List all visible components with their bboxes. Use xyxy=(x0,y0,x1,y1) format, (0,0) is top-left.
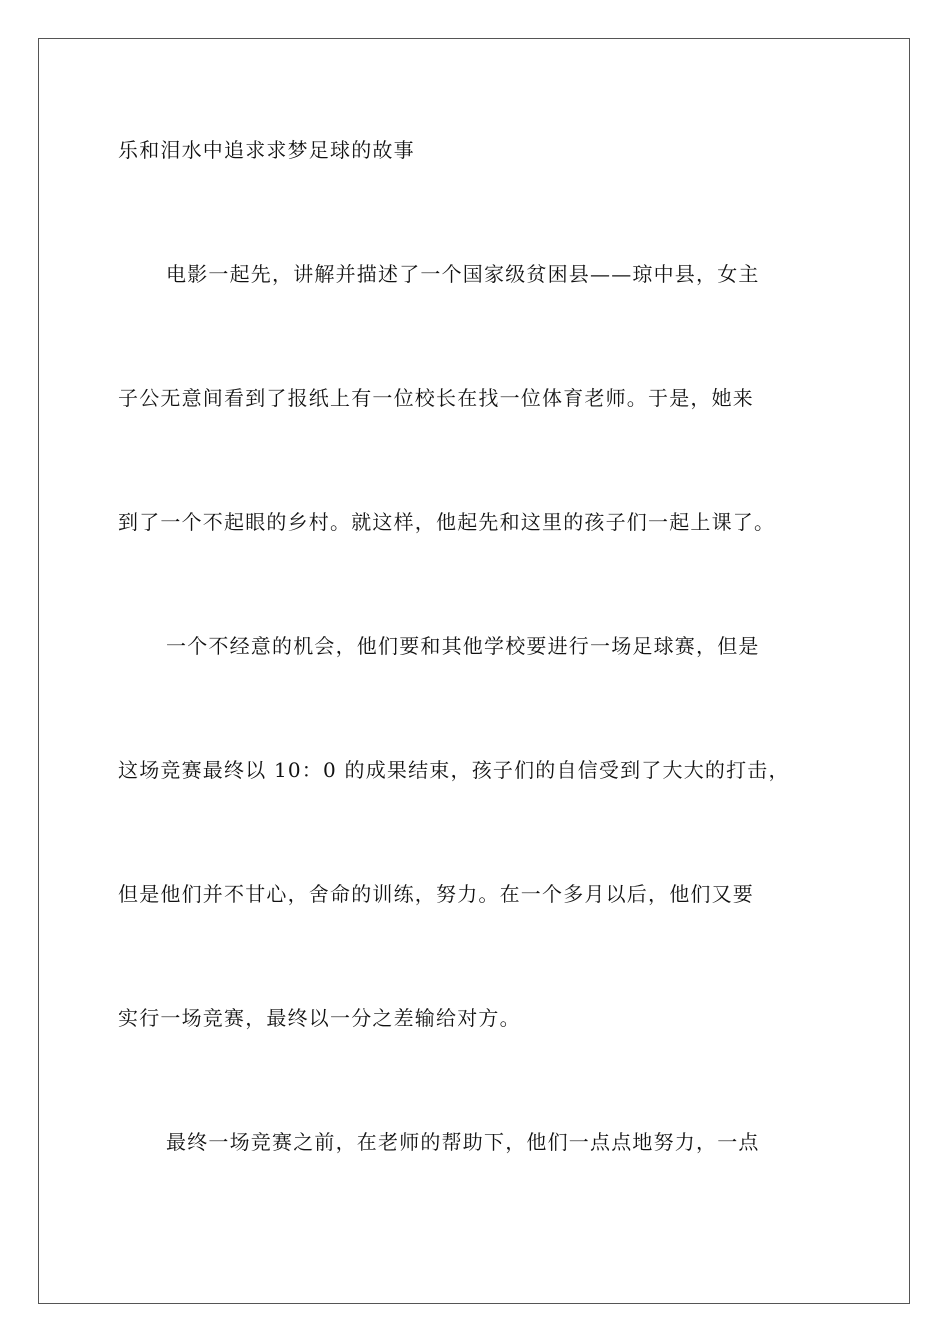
text-line: 乐和泪水中追求求梦足球的故事 xyxy=(118,138,415,162)
text-line: 实行一场竞赛，最终以一分之差输给对方。 xyxy=(118,1006,521,1030)
text-line: 到了一个不起眼的乡村。就这样，他起先和这里的孩子们一起上课了。 xyxy=(118,510,776,534)
paragraph-start-line: 电影一起先，讲解并描述了一个国家级贫困县——琼中县，女主 xyxy=(166,262,760,286)
text-line: 但是他们并不甘心，舍命的训练，努力。在一个多月以后，他们又要 xyxy=(118,882,754,906)
page-frame xyxy=(38,38,910,1304)
text-line: 这场竞赛最终以 10：0 的成果结束，孩子们的自信受到了大大的打击， xyxy=(118,758,790,782)
paragraph-start-line: 最终一场竞赛之前，在老师的帮助下，他们一点点地努力，一点 xyxy=(166,1130,760,1154)
text-line: 子公无意间看到了报纸上有一位校长在找一位体育老师。于是，她来 xyxy=(118,386,754,410)
paragraph-start-line: 一个不经意的机会，他们要和其他学校要进行一场足球赛，但是 xyxy=(166,634,760,658)
